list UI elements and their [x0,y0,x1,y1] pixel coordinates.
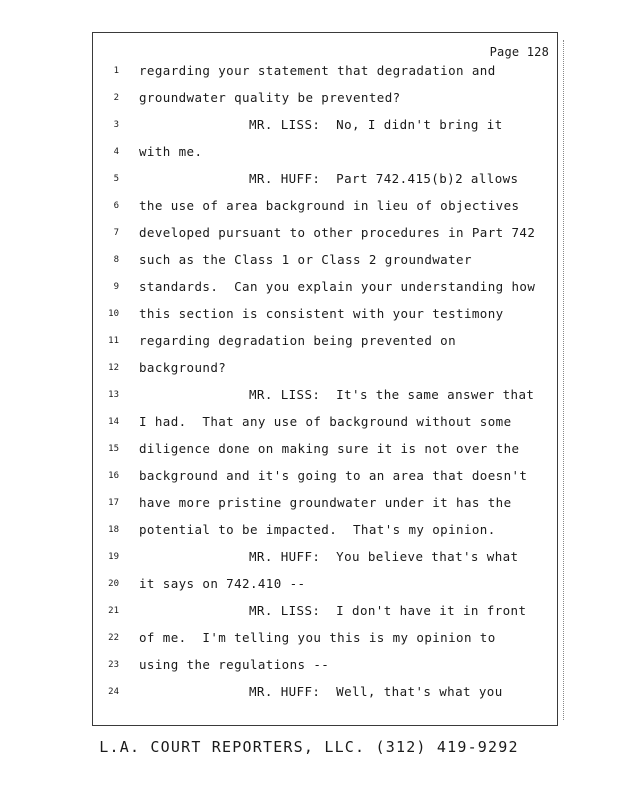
line-number: 4 [113,147,119,157]
line-number: 6 [113,201,119,211]
line-number: 14 [108,417,119,427]
line-number: 12 [108,363,119,373]
transcript-line [93,522,557,549]
line-number: 19 [108,552,119,562]
line-text: I had. That any use of background without some [139,414,512,429]
line-text: it says on 742.410 -- [139,576,306,591]
line-number: 18 [108,525,119,535]
transcript-line [93,279,557,306]
transcript-line [93,576,557,603]
transcript-line [93,549,557,576]
line-number: 17 [108,498,119,508]
line-text: using the regulations -- [139,657,330,672]
line-number: 16 [108,471,119,481]
line-text: this section is consistent with your testimony [139,306,504,321]
line-number: 3 [113,120,119,130]
line-text: MR. HUFF: Well, that's what you [249,684,503,699]
line-number: 5 [113,174,119,184]
transcript-line [93,684,557,711]
transcript-line [93,441,557,468]
line-text: diligence done on making sure it is not over the [139,441,520,456]
transcript-line [93,171,557,198]
line-number: 2 [113,93,119,103]
line-number: 23 [108,660,119,670]
line-number: 7 [113,228,119,238]
transcript-line [93,144,557,171]
line-text: background? [139,360,227,375]
transcript-lines [93,63,557,711]
line-text: regarding your statement that degradation and [139,63,496,78]
line-number: 20 [108,579,119,589]
line-number: 24 [108,687,119,697]
line-number: 15 [108,444,119,454]
transcript-line [93,414,557,441]
line-number: 10 [108,309,119,319]
transcript-line [93,387,557,414]
line-number: 9 [113,282,119,292]
line-text: groundwater quality be prevented? [139,90,401,105]
line-text: of me. I'm telling you this is my opinion to [139,630,496,645]
footer-reporter: L.A. COURT REPORTERS, LLC. (312) 419-9292 [99,738,519,756]
page-edge-line [563,40,564,720]
line-text: regarding degradation being prevented on [139,333,457,348]
transcript-frame [92,32,558,726]
page-number: Page 128 [489,45,549,59]
line-text: MR. LISS: It's the same answer that [249,387,535,402]
line-number: 8 [113,255,119,265]
transcript-line [93,198,557,225]
line-text: MR. LISS: I don't have it in front [249,603,527,618]
transcript-line [93,333,557,360]
line-text: potential to be impacted. That's my opinion. [139,522,496,537]
line-text: background and it's going to an area that doesn't [139,468,528,483]
transcript-line [93,225,557,252]
line-text: MR. LISS: No, I didn't bring it [249,117,503,132]
transcript-line [93,360,557,387]
transcript-line [93,306,557,333]
transcript-line [93,630,557,657]
line-number: 21 [108,606,119,616]
line-text: MR. HUFF: You believe that's what [249,549,519,564]
transcript-line [93,495,557,522]
line-text: have more pristine groundwater under it has the [139,495,512,510]
transcript-line [93,252,557,279]
transcript-line [93,468,557,495]
transcript-line [93,90,557,117]
line-text: developed pursuant to other procedures in Part 742 [139,225,536,240]
line-text: the use of area background in lieu of objectives [139,198,520,213]
transcript-line [93,657,557,684]
line-text: standards. Can you explain your understanding how [139,279,536,294]
transcript-line [93,603,557,630]
line-number: 11 [108,336,119,346]
line-number: 13 [108,390,119,400]
line-text: with me. [139,144,203,159]
line-text: such as the Class 1 or Class 2 groundwater [139,252,472,267]
transcript-line [93,117,557,144]
transcript-line [93,63,557,90]
line-number: 22 [108,633,119,643]
line-text: MR. HUFF: Part 742.415(b)2 allows [249,171,519,186]
line-number: 1 [113,66,119,76]
